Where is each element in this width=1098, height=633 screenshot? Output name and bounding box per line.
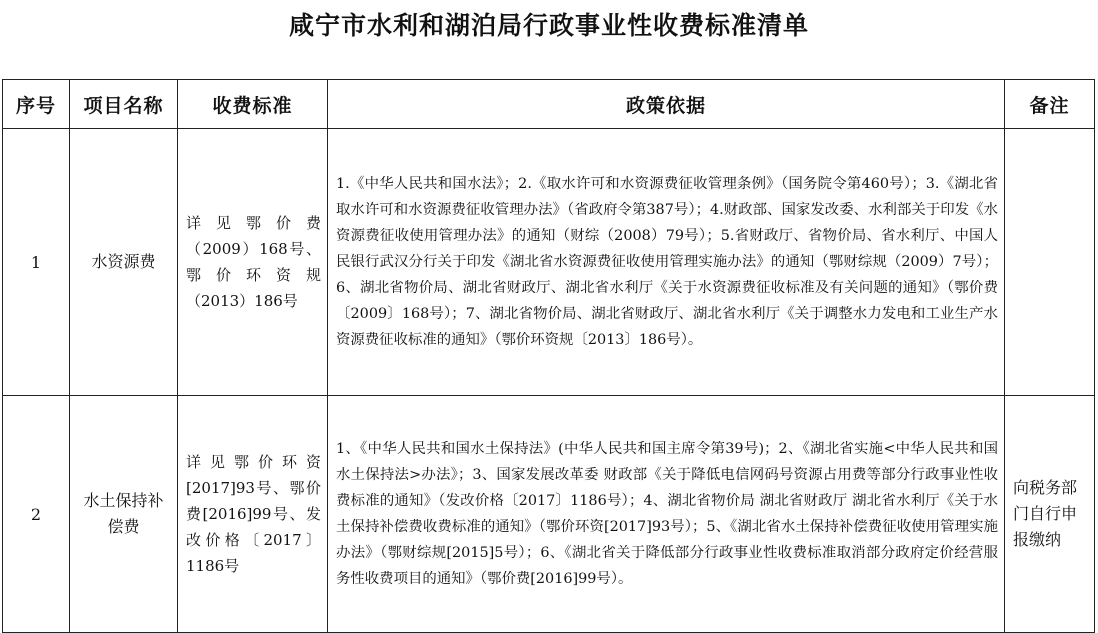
table-row <box>3 129 1095 396</box>
table-header-row <box>3 80 1095 129</box>
column-header-standard: 收费标准 <box>178 80 328 129</box>
row-number: 2 <box>3 396 70 633</box>
row-number: 1 <box>3 129 70 396</box>
policy-basis: 1、《中华人民共和国水土保持法》(中华人民共和国主席令第39号)；2、《湖北省实施<中华人民共和国水土保持法>办法》；3、国家发展改革委 财政部《关于降低电信网码号资源占用费等部分行政事业性收费标准的通知》（发改价格〔2017〕1186号）；4、湖北省物价局 湖北省财政厅 湖北省水利厅《关于水土保持补偿费收费标准的通知》（鄂价环资[2017]93号）；5、《湖北省水土保持补偿费征收使用管理实施办法》（鄂财综规[2015]5号）；6、《湖北省关于降低部分行政事业性收费标准取消部分政府定价经营服务性收费项目的通知》（鄂价费[2016]99号）。 <box>328 396 1005 633</box>
fee-standard: 详见鄂价费（2009）168号、鄂价环资规（2013）186号 <box>178 129 328 396</box>
remark <box>1005 129 1095 396</box>
item-name: 水土保持补偿费 <box>70 396 178 633</box>
fee-standard: 详见鄂价环资[2017]93号、鄂价费[2016]99号、发改价格〔2017〕1186号 <box>178 396 328 633</box>
column-header-note: 备注 <box>1005 80 1095 129</box>
fee-table <box>2 79 1095 633</box>
policy-basis: 1.《中华人民共和国水法》；2.《取水许可和水资源费征收管理条例》（国务院令第460号）；3.《湖北省取水许可和水资源费征收管理办法》（省政府令第387号）；4.财政部、国家发改委、水利部关于印发《水资源费征收使用管理办法》的通知（财综（2008）79号）；5.省财政厅、省物价局、省水利厅、中国人民银行武汉分行关于印发《湖北省水资源费征收使用管理实施办法》的通知（鄂财综规（2009）7号）； 6、湖北省物价局、湖北省财政厅、湖北省水利厅《关于水资源费征收标准及有关问题的通知》（鄂价费〔2009〕168号）；7、湖北省物价局、湖北省财政厅、湖北省水利厅《关于调整水力发电和工业生产水资源费征收标准的通知》（鄂价环资规〔2013〕186号）。 <box>328 129 1005 396</box>
item-name: 水资源费 <box>70 129 178 396</box>
table-row <box>3 396 1095 633</box>
column-header-no: 序号 <box>3 80 70 129</box>
column-header-name: 项目名称 <box>70 80 178 129</box>
page-title: 咸宁市水利和湖泊局行政事业性收费标准清单 <box>288 11 809 40</box>
remark: 向税务部门自行申报缴纳 <box>1005 396 1095 633</box>
column-header-basis: 政策依据 <box>328 80 1005 129</box>
